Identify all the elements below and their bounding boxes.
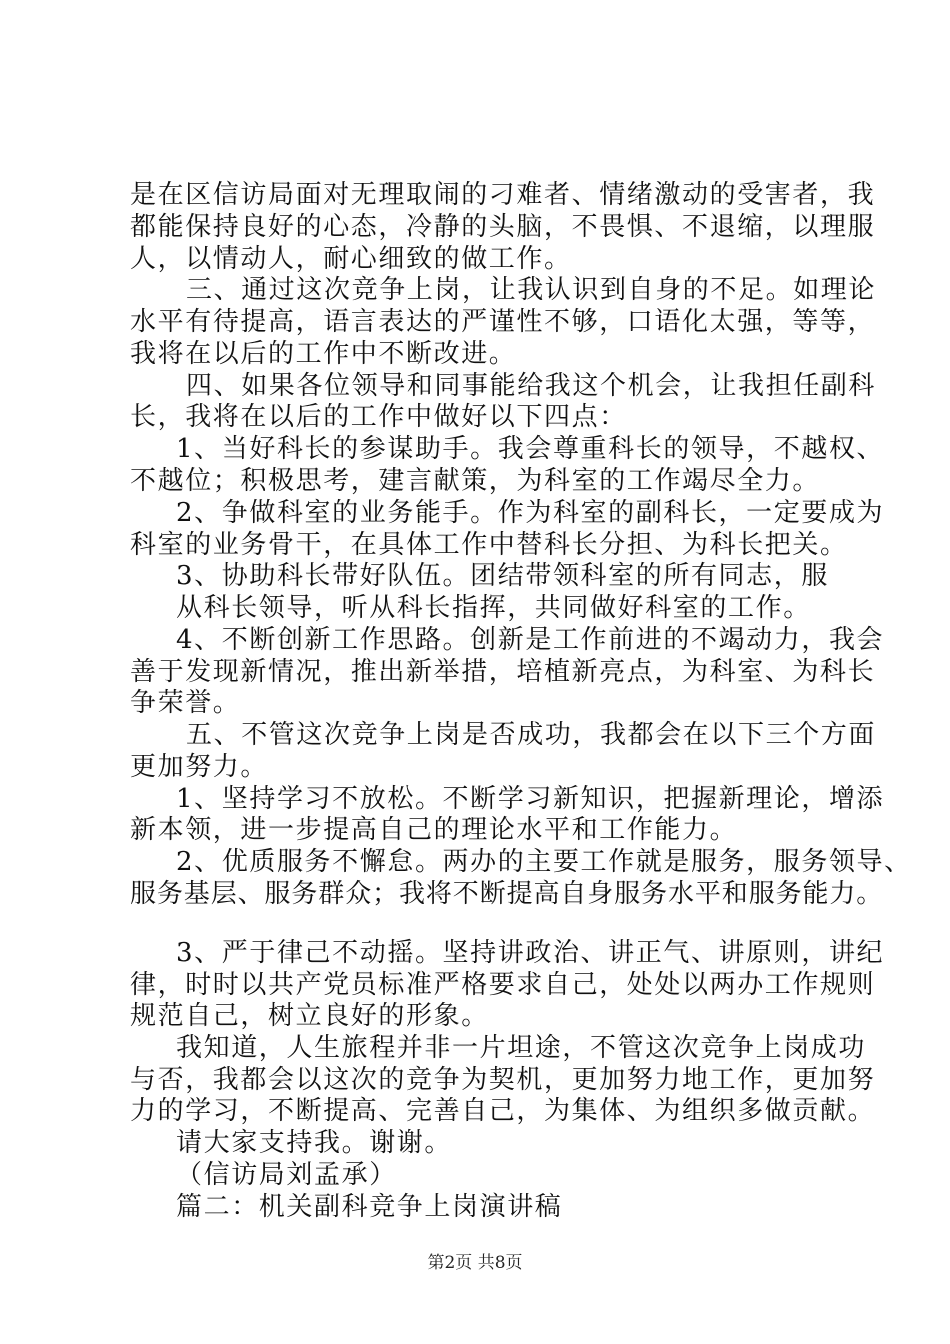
text-line: 善于发现新情况，推出新举措，培植新亮点，为科室、为科长 xyxy=(130,657,876,687)
text-line: 我将在以后的工作中不断改进。 xyxy=(130,339,517,369)
text-line: 1、当好科长的参谋助手。我会尊重科长的领导，不越权、 xyxy=(176,434,885,464)
text-line: 1、坚持学习不放松。不断学习新知识，把握新理论，增添 xyxy=(176,784,885,814)
text-line: （信访局刘孟承） xyxy=(176,1160,397,1190)
text-line: 长，我将在以后的工作中做好以下四点： xyxy=(130,402,627,432)
text-line: 不越位；积极思考，建言献策，为科室的工作竭尽全力。 xyxy=(130,466,821,496)
text-line: 3、协助科长带好队伍。团结带领科室的所有同志，服 xyxy=(176,561,829,591)
text-line: 3、严于律己不动摇。坚持讲政治、讲正气、讲原则，讲纪 xyxy=(176,938,885,968)
text-line: 2、争做科室的业务能手。作为科室的副科长，一定要成为 xyxy=(176,498,885,528)
page-number-footer: 第2页 共8页 xyxy=(427,1253,523,1273)
text-line: 请大家支持我。谢谢。 xyxy=(176,1128,453,1158)
text-line: 从科长领导，听从科长指挥，共同做好科室的工作。 xyxy=(176,593,811,623)
text-line: 五、不管这次竞争上岗是否成功，我都会在以下三个方面 xyxy=(186,720,877,750)
text-line: 都能保持良好的心态，冷静的头脑，不畏惧、不退缩，以理服 xyxy=(130,212,876,242)
text-line: 规范自己，树立良好的形象。 xyxy=(130,1001,489,1031)
text-line: 更加努力。 xyxy=(130,752,269,782)
text-line: 人，以情动人，耐心细致的做工作。 xyxy=(130,244,572,274)
text-line: 争荣誉。 xyxy=(130,688,241,718)
text-line: 与否，我都会以这次的竞争为契机，更加努力地工作，更加努 xyxy=(130,1065,876,1095)
text-line: 水平有待提高，语言表达的严谨性不够，口语化太强，等等， xyxy=(130,307,876,337)
text-line: 我知道，人生旅程并非一片坦途，不管这次竞争上岗成功 xyxy=(176,1033,867,1063)
text-line: 力的学习，不断提高、完善自己，为集体、为组织多做贡献。 xyxy=(130,1096,876,1126)
text-line: 新本领，进一步提高自己的理论水平和工作能力。 xyxy=(130,815,738,845)
text-line: 4、不断创新工作思路。创新是工作前进的不竭动力，我会 xyxy=(176,625,885,655)
text-line: 2、优质服务不懈怠。两办的主要工作就是服务，服务领导、 xyxy=(176,847,912,877)
text-line: 服务基层、服务群众；我将不断提高自身服务水平和服务能力。 xyxy=(130,879,884,909)
text-line: 是在区信访局面对无理取闹的刁难者、情绪激动的受害者，我 xyxy=(130,180,876,210)
text-line: 三、通过这次竞争上岗，让我认识到自身的不足。如理论 xyxy=(186,275,877,305)
text-line: 四、如果各位领导和同事能给我这个机会，让我担任副科 xyxy=(186,371,877,401)
text-line: 律，时时以共产党员标准严格要求自己，处处以两办工作规则 xyxy=(130,970,876,1000)
text-line: 篇二：机关副科竞争上岗演讲稿 xyxy=(176,1192,563,1222)
text-line: 科室的业务骨干，在具体工作中替科长分担、为科长把关。 xyxy=(130,530,848,560)
